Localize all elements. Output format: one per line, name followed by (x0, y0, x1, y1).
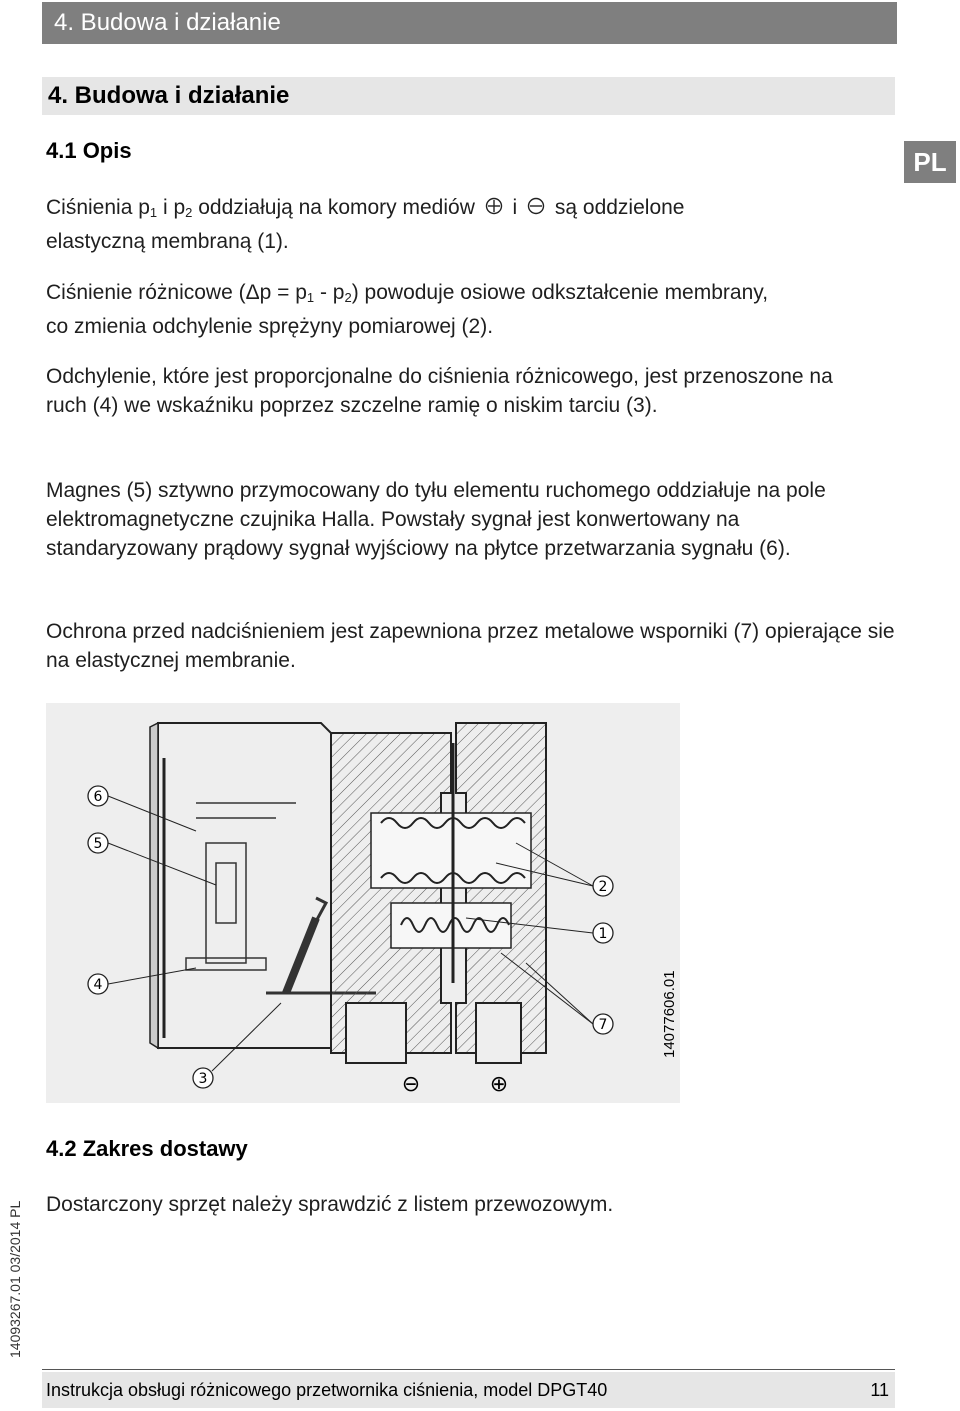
callout-6: 6 (93, 789, 103, 805)
language-tab: PL (904, 141, 956, 183)
paragraph-4: Magnes (5) sztywno przymocowany do tyłu elementu ruchomego oddziałuje na pole elektromagnetyczne czujnika Halla. Powstały sygnał jest konwertowany na standaryzowany prądowy sygnał wyjściowy na płytce przetwarzania sygnału (6). (46, 479, 826, 560)
callout-2: 2 (598, 879, 608, 895)
subsection-title-zakres: 4.2 Zakres dostawy (46, 1136, 248, 1161)
footer-bar (42, 1372, 895, 1408)
subsection-title-opis: 4.1 Opis (46, 138, 132, 163)
paragraph-2-line-1: Ciśnienie różnicowe $(\Delta p = p_1 - p_2)$ powoduje osiowe odkształcenie membrany, (46, 281, 769, 305)
callout-1: 1 (598, 926, 608, 942)
paragraph-5: Ochrona przed nadciśnieniem jest zapewniona przez metalowe wsporniki (7) opierające sie na elastycznej membranie. (46, 620, 895, 672)
side-document-code (0, 1180, 30, 1360)
minus-chamber-icon (527, 194, 545, 212)
side-document-code-text: 14093267.01 03/2014 PL (7, 1200, 23, 1358)
paragraph-2-line-2: co zmienia odchylenie sprężyny pomiarowej (2). (46, 315, 494, 338)
section-heading-bar (42, 77, 895, 115)
minus-chamber-symbol: ⊖ (401, 1072, 421, 1097)
footer-rule (42, 1369, 895, 1370)
paragraph-3: Odchylenie, które jest proporcjonalne do ciśnienia różnicowego, jest przenoszone na ruch (4) we wskaźniku poprzez szczelne ramię o niskim tarciu (3). (46, 365, 833, 417)
footer-title: Instrukcja obsługi różnicowego przetwornika ciśnienia, model DPGT40 (46, 1380, 608, 1400)
paragraph-1-line-1: Ciśnienia $p_1$ i $p_2$ oddziałują na komory mediów i są oddzielone (46, 196, 685, 220)
callout-4: 4 (93, 977, 103, 993)
page-number: 11 (870, 1380, 889, 1400)
section-title: 4. Budowa i działanie (48, 82, 290, 109)
paragraph-1-line-2: elastyczną membraną (1). (46, 230, 289, 253)
callout-3: 3 (198, 1071, 208, 1087)
delivery-text: Dostarczony sprzęt należy sprawdzić z listem przewozowym. (46, 1193, 614, 1216)
callout-7: 7 (598, 1017, 608, 1033)
chapter-title: 4. Budowa i działanie (54, 9, 281, 36)
chapter-header-bar (42, 2, 897, 44)
plus-chamber-symbol: ⊕ (489, 1072, 509, 1097)
paragraph-2 (46, 278, 906, 341)
plus-chamber-icon (485, 194, 503, 212)
drawing-number: 14077606.01 (661, 970, 678, 1058)
paragraph-1 (46, 193, 906, 256)
cross-section-diagram (46, 703, 680, 1103)
callout-5: 5 (93, 836, 103, 852)
